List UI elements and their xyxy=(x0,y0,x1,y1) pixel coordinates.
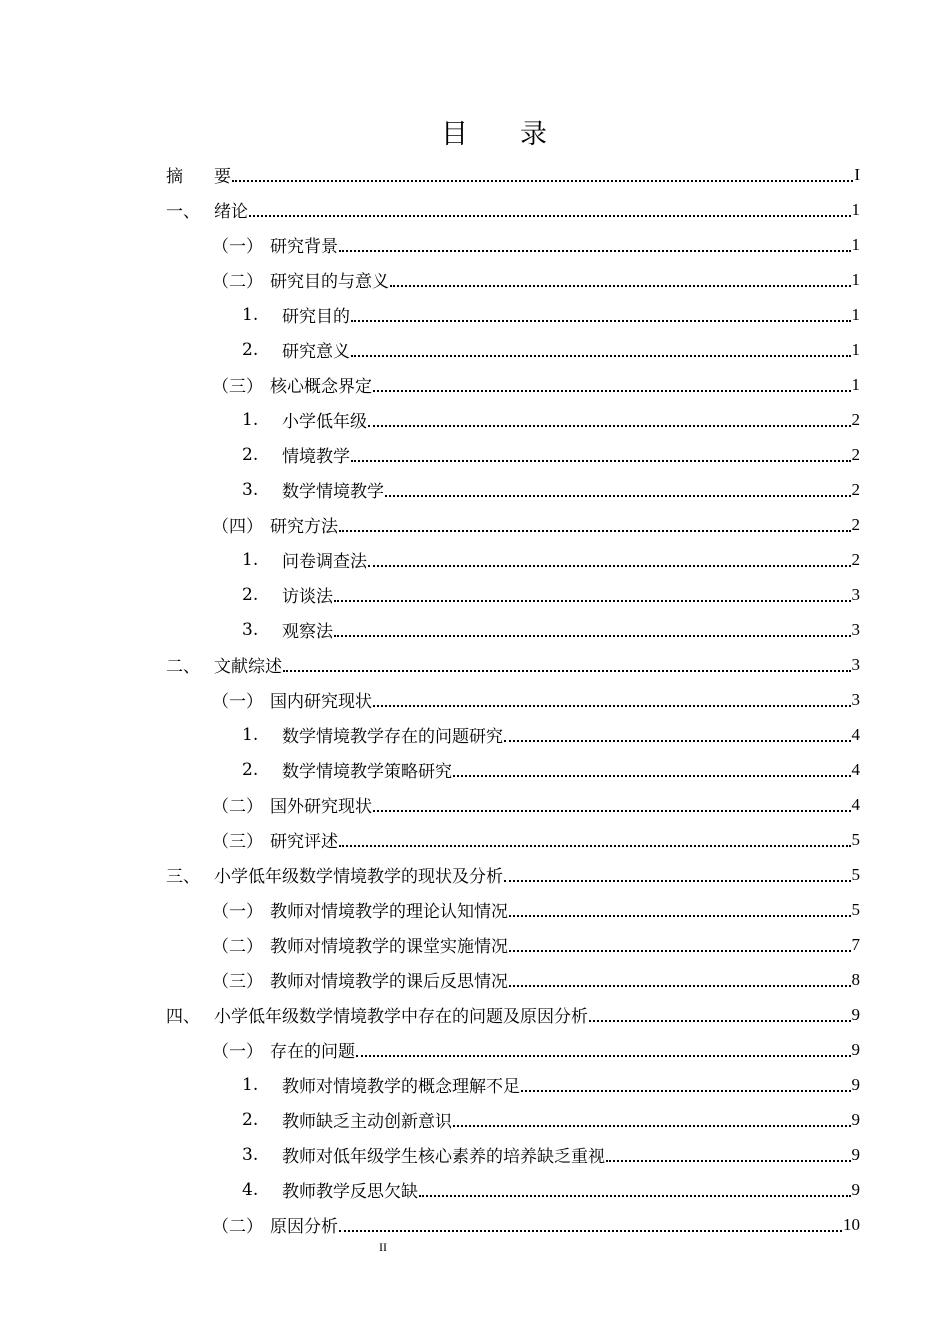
toc-dot-leader xyxy=(509,949,851,952)
toc-entry-number: （四） xyxy=(212,517,263,537)
toc-entry[interactable] xyxy=(166,332,860,367)
toc-entry-label: 存在的问题 xyxy=(270,1042,355,1062)
toc-entry-label: 问卷调查法 xyxy=(282,552,367,572)
toc-entry-label: 原因分析 xyxy=(270,1217,338,1237)
toc-entry-number: 1. xyxy=(242,1074,259,1095)
toc-entry[interactable] xyxy=(166,472,860,507)
toc-entry-page: 3 xyxy=(851,654,860,674)
toc-entry-number: （三） xyxy=(212,832,263,852)
toc-entry-label: 教师对情境教学的概念理解不足 xyxy=(282,1077,520,1097)
toc-entry-page: 2 xyxy=(851,514,860,534)
toc-entry-number: （二） xyxy=(212,272,263,292)
toc-entry[interactable] xyxy=(166,1032,860,1067)
toc-dot-leader xyxy=(334,634,851,637)
toc-entry[interactable] xyxy=(166,402,860,437)
toc-entry-label: 国外研究现状 xyxy=(270,797,372,817)
toc-entry[interactable] xyxy=(166,227,860,262)
toc-entry-page: 5 xyxy=(851,899,860,919)
toc-dot-leader xyxy=(339,529,851,532)
toc-entry-page: 7 xyxy=(851,934,860,954)
toc-dot-leader xyxy=(351,319,851,322)
toc-entry[interactable] xyxy=(166,857,860,892)
toc-entry-page: 9 xyxy=(851,1004,860,1024)
toc-entry-label: 国内研究现状 xyxy=(270,692,372,712)
toc-entry[interactable] xyxy=(166,1172,860,1207)
toc-entry[interactable] xyxy=(166,437,860,472)
toc-entry[interactable] xyxy=(166,892,860,927)
toc-entry-label: 教师对低年级学生核心素养的培养缺乏重视 xyxy=(282,1147,605,1167)
toc-entry-label: 小学低年级 xyxy=(282,412,367,432)
toc-entry[interactable] xyxy=(166,507,860,542)
toc-entry-label: 文献综述 xyxy=(214,657,282,677)
toc-entry-number: 2. xyxy=(242,584,259,605)
toc-entry[interactable] xyxy=(166,822,860,857)
toc-entry-number: （三） xyxy=(212,377,263,397)
toc-entry-page: 4 xyxy=(851,724,860,744)
toc-entry-page: 2 xyxy=(851,444,860,464)
toc-dot-leader xyxy=(339,1229,842,1232)
toc-entry-label: 教师教学反思欠缺 xyxy=(282,1182,418,1202)
toc-entry-number: 2. xyxy=(242,339,259,360)
toc-entry-label: 研究目的 xyxy=(282,307,350,327)
toc-entry-number: （二） xyxy=(212,797,263,817)
toc-entry-number: 三、 xyxy=(166,867,200,887)
toc-dot-leader xyxy=(334,599,851,602)
toc-entry-number: 一、 xyxy=(166,202,200,222)
toc-dot-leader xyxy=(390,284,851,287)
toc-entry-number: 摘 xyxy=(166,167,183,187)
toc-dot-leader xyxy=(351,459,851,462)
toc-dot-leader xyxy=(385,494,851,497)
toc-entry-page: 1 xyxy=(851,304,860,324)
toc-entry-number: （一） xyxy=(212,237,263,257)
toc-entry-number: 2. xyxy=(242,444,259,465)
toc-entry-label: 核心概念界定 xyxy=(270,377,372,397)
toc-entry-number: 1. xyxy=(242,724,259,745)
toc-entry[interactable] xyxy=(166,192,860,227)
toc-entry-page: 2 xyxy=(851,409,860,429)
toc-entry[interactable] xyxy=(166,997,860,1032)
toc-entry-label: 数学情境教学 xyxy=(282,482,384,502)
toc-dot-leader xyxy=(504,739,851,742)
toc-entry-label: 观察法 xyxy=(282,622,333,642)
toc-entry[interactable] xyxy=(166,297,860,332)
toc-entry[interactable] xyxy=(166,682,860,717)
toc-entry-label: 教师缺乏主动创新意识 xyxy=(282,1112,452,1132)
toc-entry-number: 2. xyxy=(242,759,259,780)
toc-entry-label: 研究目的与意义 xyxy=(270,272,389,292)
toc-entry-number: 4. xyxy=(242,1179,259,1200)
toc-dot-leader xyxy=(373,389,851,392)
toc-entry[interactable] xyxy=(166,717,860,752)
toc-dot-leader xyxy=(232,179,853,182)
toc-entry-label: 情境教学 xyxy=(282,447,350,467)
toc-entry[interactable] xyxy=(166,157,860,192)
toc-entry-page: 2 xyxy=(851,479,860,499)
toc-entry-page: 1 xyxy=(851,269,860,289)
page-footer-number: II xyxy=(379,1240,387,1254)
toc-entry-label: 小学低年级数学情境教学中存在的问题及原因分析 xyxy=(214,1007,588,1027)
toc-entry-label: 小学低年级数学情境教学的现状及分析 xyxy=(214,867,503,887)
toc-entry-label: 教师对情境教学的课堂实施情况 xyxy=(270,937,508,957)
toc-entry-label: 数学情境教学策略研究 xyxy=(282,762,452,782)
toc-entry-page: 5 xyxy=(851,829,860,849)
toc-dot-leader xyxy=(373,704,851,707)
toc-entry-page: 5 xyxy=(851,864,860,884)
toc-entry-number: 3. xyxy=(242,479,259,500)
toc-entry-page: 2 xyxy=(851,549,860,569)
toc-entry-number: （一） xyxy=(212,1042,263,1062)
toc-entry-page: 9 xyxy=(851,1144,860,1164)
toc-dot-leader xyxy=(356,1054,851,1057)
toc-entry-label: 研究方法 xyxy=(270,517,338,537)
toc-entry[interactable] xyxy=(166,1207,860,1242)
toc-dot-leader xyxy=(504,879,851,882)
toc-entry[interactable] xyxy=(166,577,860,612)
toc-entry-page: 4 xyxy=(851,759,860,779)
toc-dot-leader xyxy=(606,1159,851,1162)
toc-title xyxy=(0,112,950,151)
toc-title-char-2: 录 xyxy=(520,119,547,150)
toc-entry[interactable] xyxy=(166,262,860,297)
toc-entry-number: 3. xyxy=(242,619,259,640)
toc-entry[interactable] xyxy=(166,962,860,997)
toc-entry-page: 10 xyxy=(843,1214,860,1234)
toc-entry-number: （二） xyxy=(212,937,263,957)
toc-entry[interactable] xyxy=(166,927,860,962)
toc-entry-page: 9 xyxy=(851,1039,860,1059)
toc-entry-label: 要 xyxy=(214,167,231,187)
toc-entry-number: （一） xyxy=(212,902,263,922)
table-of-contents xyxy=(166,157,860,1242)
toc-entry-number: 1. xyxy=(242,409,259,430)
toc-entry-label: 数学情境教学存在的问题研究 xyxy=(282,727,503,747)
toc-entry-page: 3 xyxy=(851,584,860,604)
toc-dot-leader xyxy=(283,669,851,672)
toc-entry-label: 访谈法 xyxy=(282,587,333,607)
toc-entry-page: 9 xyxy=(851,1074,860,1094)
toc-title-char-1: 目 xyxy=(441,119,468,150)
toc-entry-page: 3 xyxy=(851,619,860,639)
toc-dot-leader xyxy=(453,1124,851,1127)
toc-dot-leader xyxy=(373,809,851,812)
toc-entry[interactable] xyxy=(166,367,860,402)
toc-entry-number: （三） xyxy=(212,972,263,992)
toc-entry[interactable] xyxy=(166,1067,860,1102)
toc-entry-label: 研究意义 xyxy=(282,342,350,362)
toc-entry-page: 1 xyxy=(851,234,860,254)
toc-entry-page: 1 xyxy=(851,199,860,219)
toc-entry[interactable] xyxy=(166,1137,860,1172)
toc-entry-page: 8 xyxy=(851,969,860,989)
toc-dot-leader xyxy=(351,354,851,357)
toc-entry-number: 1. xyxy=(242,549,259,570)
toc-dot-leader xyxy=(589,1019,851,1022)
toc-entry-page: 1 xyxy=(851,374,860,394)
toc-dot-leader xyxy=(419,1194,851,1197)
toc-entry[interactable] xyxy=(166,1102,860,1137)
toc-entry-page: 9 xyxy=(851,1179,860,1199)
toc-dot-leader xyxy=(339,844,851,847)
toc-entry-number: 四、 xyxy=(166,1007,200,1027)
toc-entry-number: 3. xyxy=(242,1144,259,1165)
toc-entry-label: 教师对情境教学的理论认知情况 xyxy=(270,902,508,922)
toc-entry-number: 2. xyxy=(242,1109,259,1130)
toc-entry-number: 二、 xyxy=(166,657,200,677)
toc-dot-leader xyxy=(509,914,851,917)
toc-dot-leader xyxy=(453,774,851,777)
toc-dot-leader xyxy=(368,424,851,427)
toc-entry-page: I xyxy=(854,164,860,184)
toc-dot-leader xyxy=(509,984,851,987)
toc-dot-leader xyxy=(368,564,851,567)
toc-dot-leader xyxy=(521,1089,851,1092)
toc-dot-leader xyxy=(249,214,851,217)
toc-entry-number: （一） xyxy=(212,692,263,712)
toc-entry[interactable] xyxy=(166,647,860,682)
toc-entry-page: 3 xyxy=(851,689,860,709)
toc-entry[interactable] xyxy=(166,752,860,787)
toc-entry-page: 9 xyxy=(851,1109,860,1129)
toc-entry[interactable] xyxy=(166,542,860,577)
toc-entry-page: 1 xyxy=(851,339,860,359)
toc-entry[interactable] xyxy=(166,787,860,822)
toc-entry-label: 绪论 xyxy=(214,202,248,222)
toc-entry-number: （二） xyxy=(212,1217,263,1237)
toc-entry-page: 4 xyxy=(851,794,860,814)
toc-dot-leader xyxy=(339,249,851,252)
toc-entry-label: 研究评述 xyxy=(270,832,338,852)
toc-entry-label: 研究背景 xyxy=(270,237,338,257)
toc-entry[interactable] xyxy=(166,612,860,647)
toc-entry-number: 1. xyxy=(242,304,259,325)
toc-entry-label: 教师对情境教学的课后反思情况 xyxy=(270,972,508,992)
